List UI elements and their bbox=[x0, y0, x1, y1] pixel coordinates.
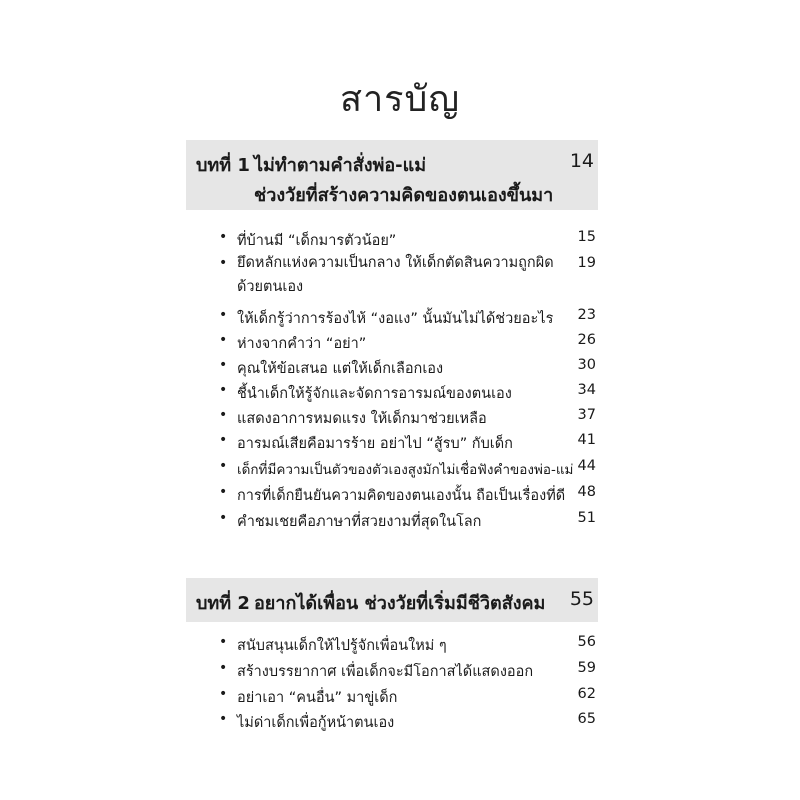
chapter-2-page: 55 bbox=[569, 588, 594, 610]
toc-item-page: 19 bbox=[577, 255, 596, 271]
bullet: • bbox=[219, 255, 228, 271]
toc-item-page: 56 bbox=[577, 634, 596, 650]
toc-item-text: คำชมเชยคือภาษาที่สวยงามที่สุดในโลก bbox=[237, 514, 482, 530]
toc-item-text: เด็กที่มีความเป็นตัวของตัวเองสูงมักไม่เชื่อฟังคำของพ่อ-แม่ bbox=[237, 462, 574, 478]
bullet: • bbox=[219, 711, 228, 727]
page-title: สารบัญ bbox=[339, 79, 461, 120]
bullet: • bbox=[219, 382, 228, 398]
chapter-2-header bbox=[186, 578, 598, 622]
toc-item-text: ให้เด็กรู้ว่าการร้องไห้ “งอแง” นั้นมันไม่ได้ช่วยอะไร bbox=[237, 311, 554, 327]
toc-item-page: 65 bbox=[577, 711, 596, 727]
toc-item-page: 48 bbox=[577, 484, 596, 500]
toc-item-page: 41 bbox=[577, 432, 596, 448]
toc-item-text: ที่บ้านมี “เด็กมารตัวน้อย” bbox=[237, 233, 397, 249]
bullet: • bbox=[219, 484, 228, 500]
toc-item-text: ชี้นำเด็กให้รู้จักและจัดการอารมณ์ของตนเอง bbox=[237, 386, 512, 402]
toc-item-page: 44 bbox=[577, 458, 596, 474]
bullet: • bbox=[219, 510, 228, 526]
bullet: • bbox=[219, 660, 228, 676]
toc-item-text: สร้างบรรยากาศ เพื่อเด็กจะมีโอกาสได้แสดงออก bbox=[237, 664, 534, 680]
chapter-2-title: อยากได้เพื่อน ช่วงวัยที่เริ่มมีชีวิตสังคม bbox=[254, 593, 546, 614]
bullet: • bbox=[219, 432, 228, 448]
toc-item-text: ยึดหลักแห่งความเป็นกลาง ให้เด็กตัดสินความถูกผิด ด้วยตนเอง bbox=[237, 255, 554, 295]
chapter-1-header bbox=[186, 140, 598, 210]
toc-item-page: 26 bbox=[577, 332, 596, 348]
toc-item-text: ห่างจากคำว่า “อย่า” bbox=[237, 336, 367, 352]
bullet: • bbox=[219, 634, 228, 650]
toc-item-text: การที่เด็กยืนยันความคิดของตนเองนั้น ถือเป็นเรื่องที่ดี bbox=[237, 488, 566, 504]
toc-item-text: อย่าเอา “คนอื่น” มาขู่เด็ก bbox=[237, 690, 398, 706]
bullet: • bbox=[219, 307, 228, 323]
chapter-1-title-line2: ช่วงวัยที่สร้างความคิดของตนเองขึ้นมา bbox=[254, 185, 554, 206]
chapter-1-page: 14 bbox=[569, 150, 594, 172]
toc-item-page: 37 bbox=[577, 407, 596, 423]
toc-item-text: แสดงอาการหมดแรง ให้เด็กมาช่วยเหลือ bbox=[237, 411, 487, 427]
toc-item-text: อารมณ์เสียคือมารร้าย อย่าไป “สู้รบ” กับเด็ก bbox=[237, 436, 513, 452]
bullet: • bbox=[219, 407, 228, 423]
toc-item-text: คุณให้ข้อเสนอ แต่ให้เด็กเลือกเอง bbox=[237, 361, 444, 377]
bullet: • bbox=[219, 332, 228, 348]
toc-item-page: 30 bbox=[577, 357, 596, 373]
toc-item-page: 15 bbox=[577, 229, 596, 245]
toc-item-page: 23 bbox=[577, 307, 596, 323]
toc-item-page: 62 bbox=[577, 686, 596, 702]
toc-item-page: 34 bbox=[577, 382, 596, 398]
bullet: • bbox=[219, 357, 228, 373]
chapter-1-title-line1: ไม่ทำตามคำสั่งพ่อ-แม่ bbox=[254, 155, 427, 176]
toc-item-page: 51 bbox=[577, 510, 596, 526]
bullet: • bbox=[219, 229, 228, 245]
toc-item-text: ไม่ด่าเด็กเพื่อกู้หน้าตนเอง bbox=[237, 715, 395, 731]
chapter-1-prefix: บทที่ 1 bbox=[196, 155, 250, 176]
toc-item-page: 59 bbox=[577, 660, 596, 676]
chapter-2-prefix: บทที่ 2 bbox=[196, 593, 250, 614]
bullet: • bbox=[219, 686, 228, 702]
bullet: • bbox=[219, 458, 228, 474]
toc-item-text: สนับสนุนเด็กให้ไปรู้จักเพื่อนใหม่ ๆ bbox=[237, 638, 447, 654]
